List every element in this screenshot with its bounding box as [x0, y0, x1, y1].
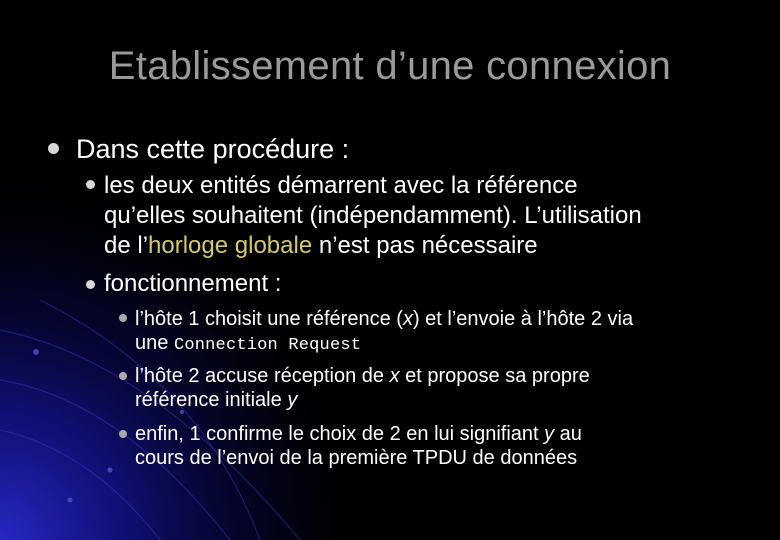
bullet-icon	[86, 280, 95, 289]
item-fonctionnement-text: fonctionnement :	[104, 270, 282, 297]
level1-text: Dans cette procédure :	[76, 134, 350, 164]
connection-request-code: Connection Request	[173, 336, 362, 355]
item-reference-text: les deux entités démarrent avec la référence qu’elles souhaitent (indépendamment). L’utilisation de l’horloge globale n’est pas nécessaire	[104, 172, 642, 259]
sub-step-1: l’hôte 1 choisit une référence (x) et l’envoie à l’hôte 2 via une Connection Request	[135, 308, 634, 355]
sub-step-3: enfin, 1 confirme le choix de 2 en lui signifiant y au cours de l’envoi de la première TPDU de données	[135, 423, 582, 469]
bullet-icon	[48, 143, 59, 154]
bullet-icon	[119, 372, 127, 380]
bullet-icon	[119, 314, 127, 322]
slide-title: Etablissement d’une connexion	[108, 44, 672, 88]
bullet-icon	[86, 180, 95, 189]
bullet-icon	[119, 430, 127, 438]
horloge-globale-highlight: horloge globale	[148, 232, 313, 259]
sub-step-2: l’hôte 2 accuse réception de x et propose sa propre référence initiale y	[135, 365, 590, 411]
